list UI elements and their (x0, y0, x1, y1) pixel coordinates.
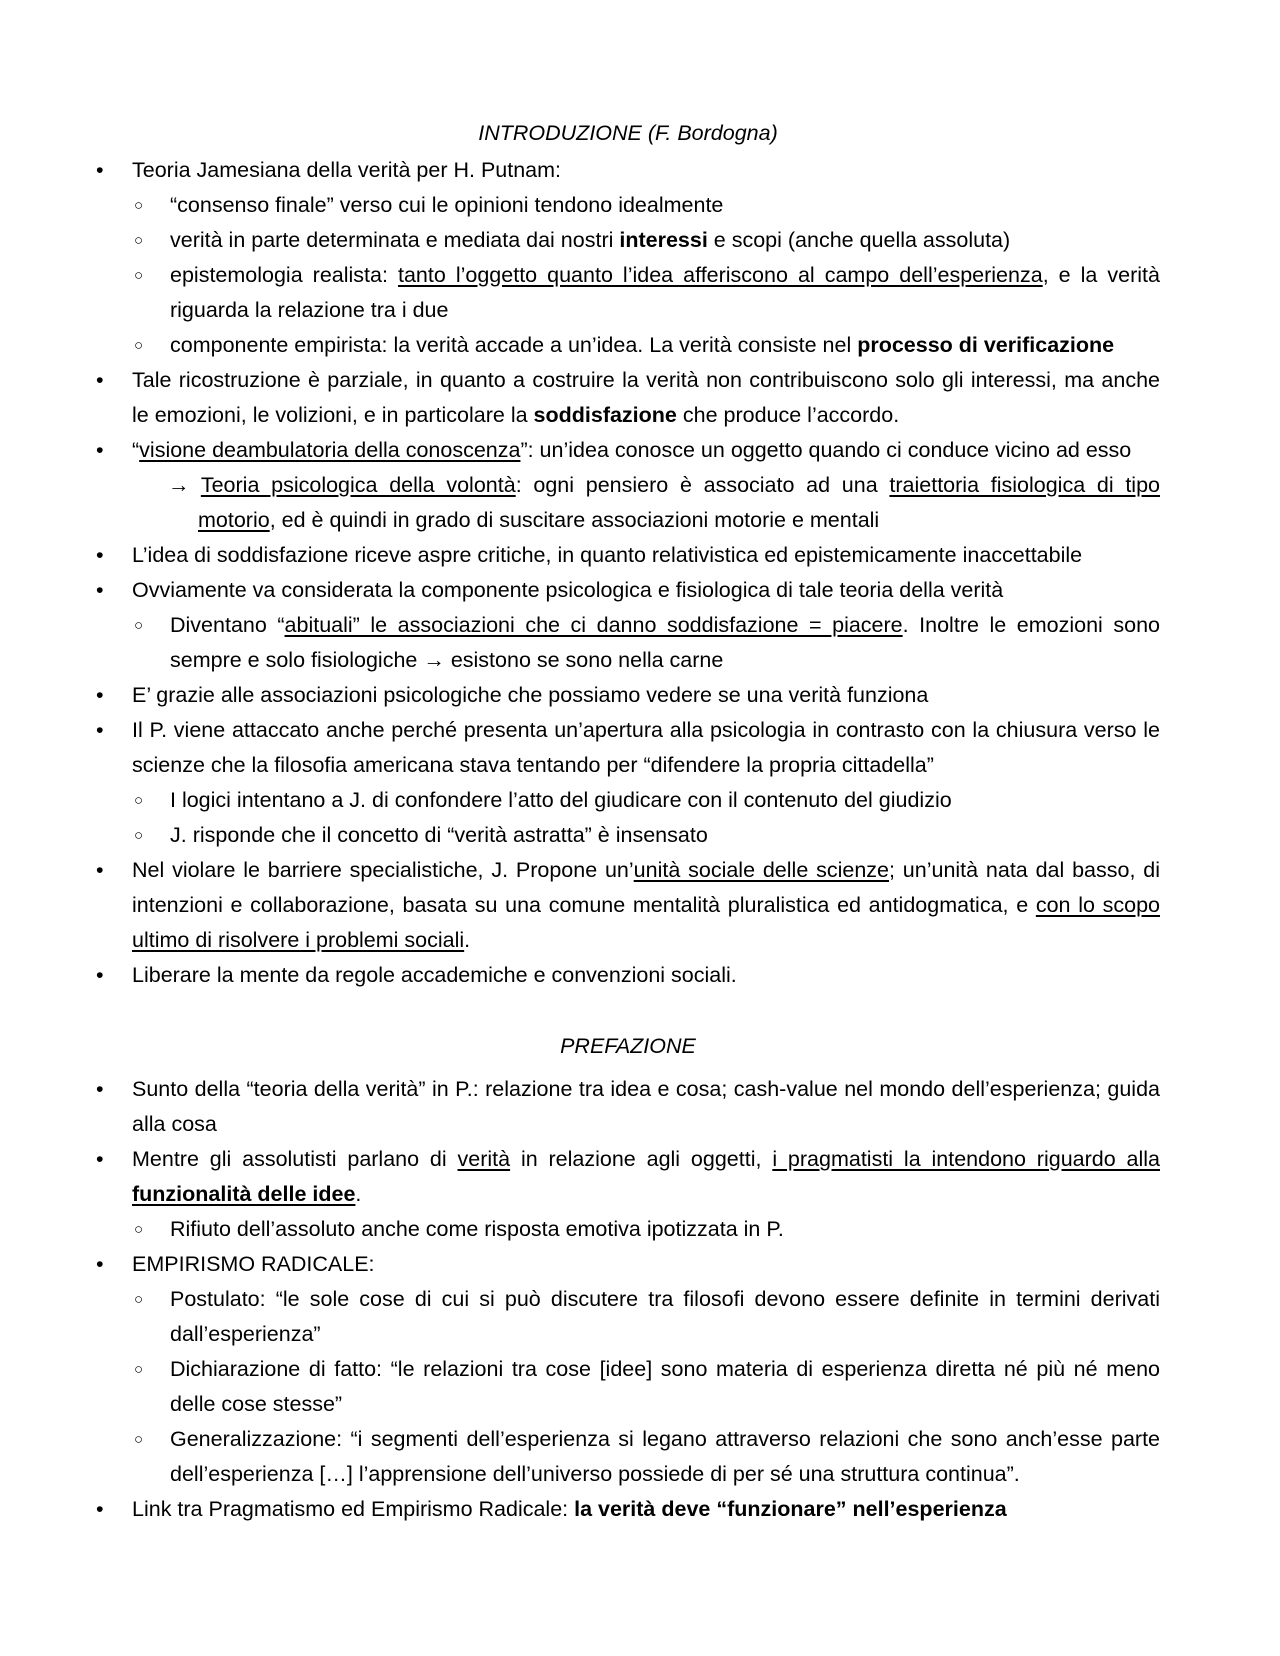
item-text: L’idea di soddisfazione riceve aspre critiche, in quanto relativistica ed epistemicamente inaccettabile (132, 543, 1083, 567)
underlined-text: verità (457, 1147, 511, 1171)
list-item (96, 433, 1160, 468)
item-text: Mentre gli assolutisti parlano di (132, 1147, 458, 1171)
list-item (96, 188, 1160, 223)
item-text: verità in parte determinata e mediata dai nostri (170, 228, 620, 252)
underlined-text: con lo scopo ultimo di risolvere i problemi sociali (132, 893, 1160, 952)
list-item (96, 678, 1160, 713)
item-text: , ed è quindi in grado di suscitare associazioni motorie e mentali (269, 508, 880, 532)
item-text: EMPIRISMO RADICALE: (132, 1252, 375, 1276)
list-item (96, 853, 1160, 958)
list-item (96, 1282, 1160, 1352)
list-item (96, 1212, 1160, 1247)
list-item (96, 1422, 1160, 1492)
intro-list (96, 153, 1160, 993)
arrow-icon: → (168, 473, 201, 497)
item-text: Tale ricostruzione è parziale, in quanto a costruire la verità non contribuiscono solo gli interessi, ma anche le emozioni, le volizioni, e in particolare la (132, 368, 1160, 427)
list-item (96, 713, 1160, 783)
list-item (96, 363, 1160, 433)
underlined-text: Teoria psicologica della volontà (200, 473, 516, 497)
list-item-arrow (96, 468, 1160, 538)
section-title-prefazione: PREFAZIONE (560, 1034, 696, 1058)
item-text: “ (132, 438, 140, 462)
item-text: Postulato: “le sole cose di cui si può discutere tra filosofi devono essere definite in termini derivati dall’esperienza” (170, 1287, 1160, 1346)
list-item (96, 958, 1160, 993)
item-text: ; un’unità nata dal basso, di intenzioni e collaborazione, basata su una comune mentalità pluralistica ed antidogmatica, e (132, 858, 1160, 917)
list-item (96, 1072, 1160, 1142)
item-text: Generalizzazione: “i segmenti dell’esperienza si legano attraverso relazioni che sono anch’esse parte dell’esperienza […] l’apprensione dell’universo possiede di per sé una struttura continua”. (170, 1427, 1160, 1486)
item-text: Nel violare le barriere specialistiche, J. Propone un’ (132, 858, 634, 882)
item-text: . (355, 1182, 362, 1206)
item-text: Ovviamente va considerata la componente psicologica e fisiologica di tale teoria della verità (132, 578, 1004, 602)
item-text: che produce l’accordo. (676, 403, 900, 427)
list-item (96, 1142, 1160, 1212)
item-text: e scopi (anche quella assoluta) (707, 228, 1011, 252)
list-item (96, 538, 1160, 573)
item-text: Il P. viene attaccato anche perché presenta un’apertura alla psicologia in contrasto con la chiusura verso le scienze che la filosofia americana stava tentando per “difendere la propria cittadella” (132, 718, 1160, 777)
prefazione-list (96, 1072, 1160, 1527)
bold-text: processo di verificazione (857, 333, 1115, 357)
bold-text: la verità deve “funzionare” nell’esperienza (574, 1497, 1007, 1521)
underlined-text: abituali” le associazioni che ci danno soddisfazione = piacere (284, 613, 903, 637)
list-item (96, 1247, 1160, 1282)
underlined-text: i pragmatisti la intendono riguardo alla (772, 1147, 1161, 1171)
underlined-text: unità sociale delle scienze (633, 858, 889, 882)
item-text: . (464, 928, 471, 952)
item-text: componente empirista: la verità accade a un’idea. La verità consiste nel (170, 333, 858, 357)
item-text: Dichiarazione di fatto: “le relazioni tra cose [idee] sono materia di esperienza diretta né più né meno delle cose stesse” (170, 1357, 1160, 1416)
item-text: , e la verità riguarda la relazione tra i due (170, 263, 1160, 322)
list-item (96, 1492, 1160, 1527)
list-item (96, 153, 1160, 188)
item-text: Diventano “ (170, 613, 285, 637)
list-item (96, 223, 1160, 258)
underlined-text: tanto l’oggetto quanto l’idea afferiscono al campo dell’esperienza (398, 263, 1043, 287)
list-item (96, 608, 1160, 678)
list-item (96, 573, 1160, 608)
list-item (96, 1352, 1160, 1422)
underlined-text (132, 1182, 355, 1206)
bold-text: funzionalità delle idee (132, 1182, 356, 1206)
item-text: Sunto della “teoria della verità” in P.: relazione tra idea e cosa; cash-value nel mondo dell’esperienza; guida alla cosa (132, 1077, 1160, 1136)
item-text: Liberare la mente da regole accademiche e convenzioni sociali. (132, 963, 737, 987)
list-item (96, 328, 1160, 363)
item-text: “consenso finale” verso cui le opinioni tendono idealmente (170, 193, 724, 217)
bold-text: soddisfazione (533, 403, 677, 427)
item-text: : ogni pensiero è associato ad una (515, 473, 890, 497)
item-text: J. risponde che il concetto di “verità astratta” è insensato (170, 823, 708, 847)
item-text: . Inoltre le emozioni sono sempre e solo fisiologiche → esistono se sono nella carne (170, 613, 1160, 672)
section-title-introduzione: INTRODUZIONE (F. Bordogna) (478, 121, 778, 145)
item-text: E’ grazie alle associazioni psicologiche che possiamo vedere se una verità funziona (132, 683, 929, 707)
item-text: ”: un’idea conosce un oggetto quando ci conduce vicino ad esso (520, 438, 1132, 462)
item-text: Teoria Jamesiana della verità per H. Putnam: (132, 158, 562, 182)
item-text: epistemologia realista: (170, 263, 398, 287)
item-text: Rifiuto dell’assoluto anche come risposta emotiva ipotizzata in P. (170, 1217, 784, 1241)
list-item (96, 258, 1160, 328)
list-item (96, 783, 1160, 818)
bold-text: interessi (619, 228, 708, 252)
item-text: Link tra Pragmatismo ed Empirismo Radicale: (132, 1497, 575, 1521)
underlined-text: traiettoria fisiologica di tipo motorio (198, 473, 1160, 532)
underlined-text: visione deambulatoria della conoscenza (139, 438, 521, 462)
item-text: in relazione agli oggetti, (510, 1147, 773, 1171)
item-text: I logici intentano a J. di confondere l’atto del giudicare con il contenuto del giudizio (170, 788, 952, 812)
list-item (96, 818, 1160, 853)
